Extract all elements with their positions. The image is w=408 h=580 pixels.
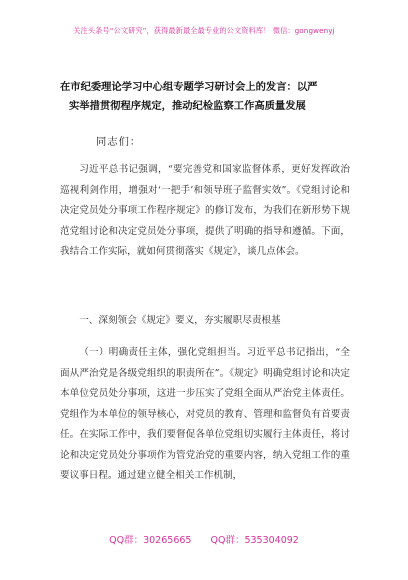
salutation: 同志们： [96,136,142,148]
footer-contacts [0,532,408,546]
title-line-1: 在市纪委理论学习中心组专题学习研讨会上的发言：以严 [60,81,318,93]
footer-qq-group-2: QQ群：535304092 [210,535,299,546]
footer-qq-group-1: QQ群：30265665 [109,535,192,546]
paragraph-1: 习近平总书记强调，“要完善党和国家监督体系，更好发挥政治巡视利剑作用，增强对‘一把手’和领导班子监督实效”。《党组讨论和决定党员处分事项工作程序规定》的修订发布，为我们在新形势下规范党组讨论和决定党员处分事项，提供了明确的指导和遵循。下面，我结合工作实际，就如何贯彻落实《规定》，谈几点体会。 [60,164,350,257]
paragraph-2: （一）明确责任主体，强化党组担当。习近平总书记指出，“全面从严治党是各级党组织的职责所在”。《规定》明确党组讨论和决定本单位党员处分事项，这进一步压实了党组全面从严治党主体责任。党组作为本单位的领导核心，对党员的教育、管理和监督负有首要责任。在实际工作中，我们要督促各单位党组切实履行主体责任，将讨论和决定党员处分事项作为管党治党的重要内容，纳入党组工作的重要议事日程。通过建立健全相关工作机制， [60,347,350,481]
title-line-2: 实举措贯彻程序规定，推动纪检监察工作高质量发展 [69,100,306,112]
section-heading-1: 一、深刻领会《规定》要义，夯实履职尽责根基 [79,315,281,326]
header-banner: 关注头条号“公文研究”，获得最新最全最专业的公文资料库！ 微信：gongwenyj [73,26,335,35]
document-title [60,78,350,116]
